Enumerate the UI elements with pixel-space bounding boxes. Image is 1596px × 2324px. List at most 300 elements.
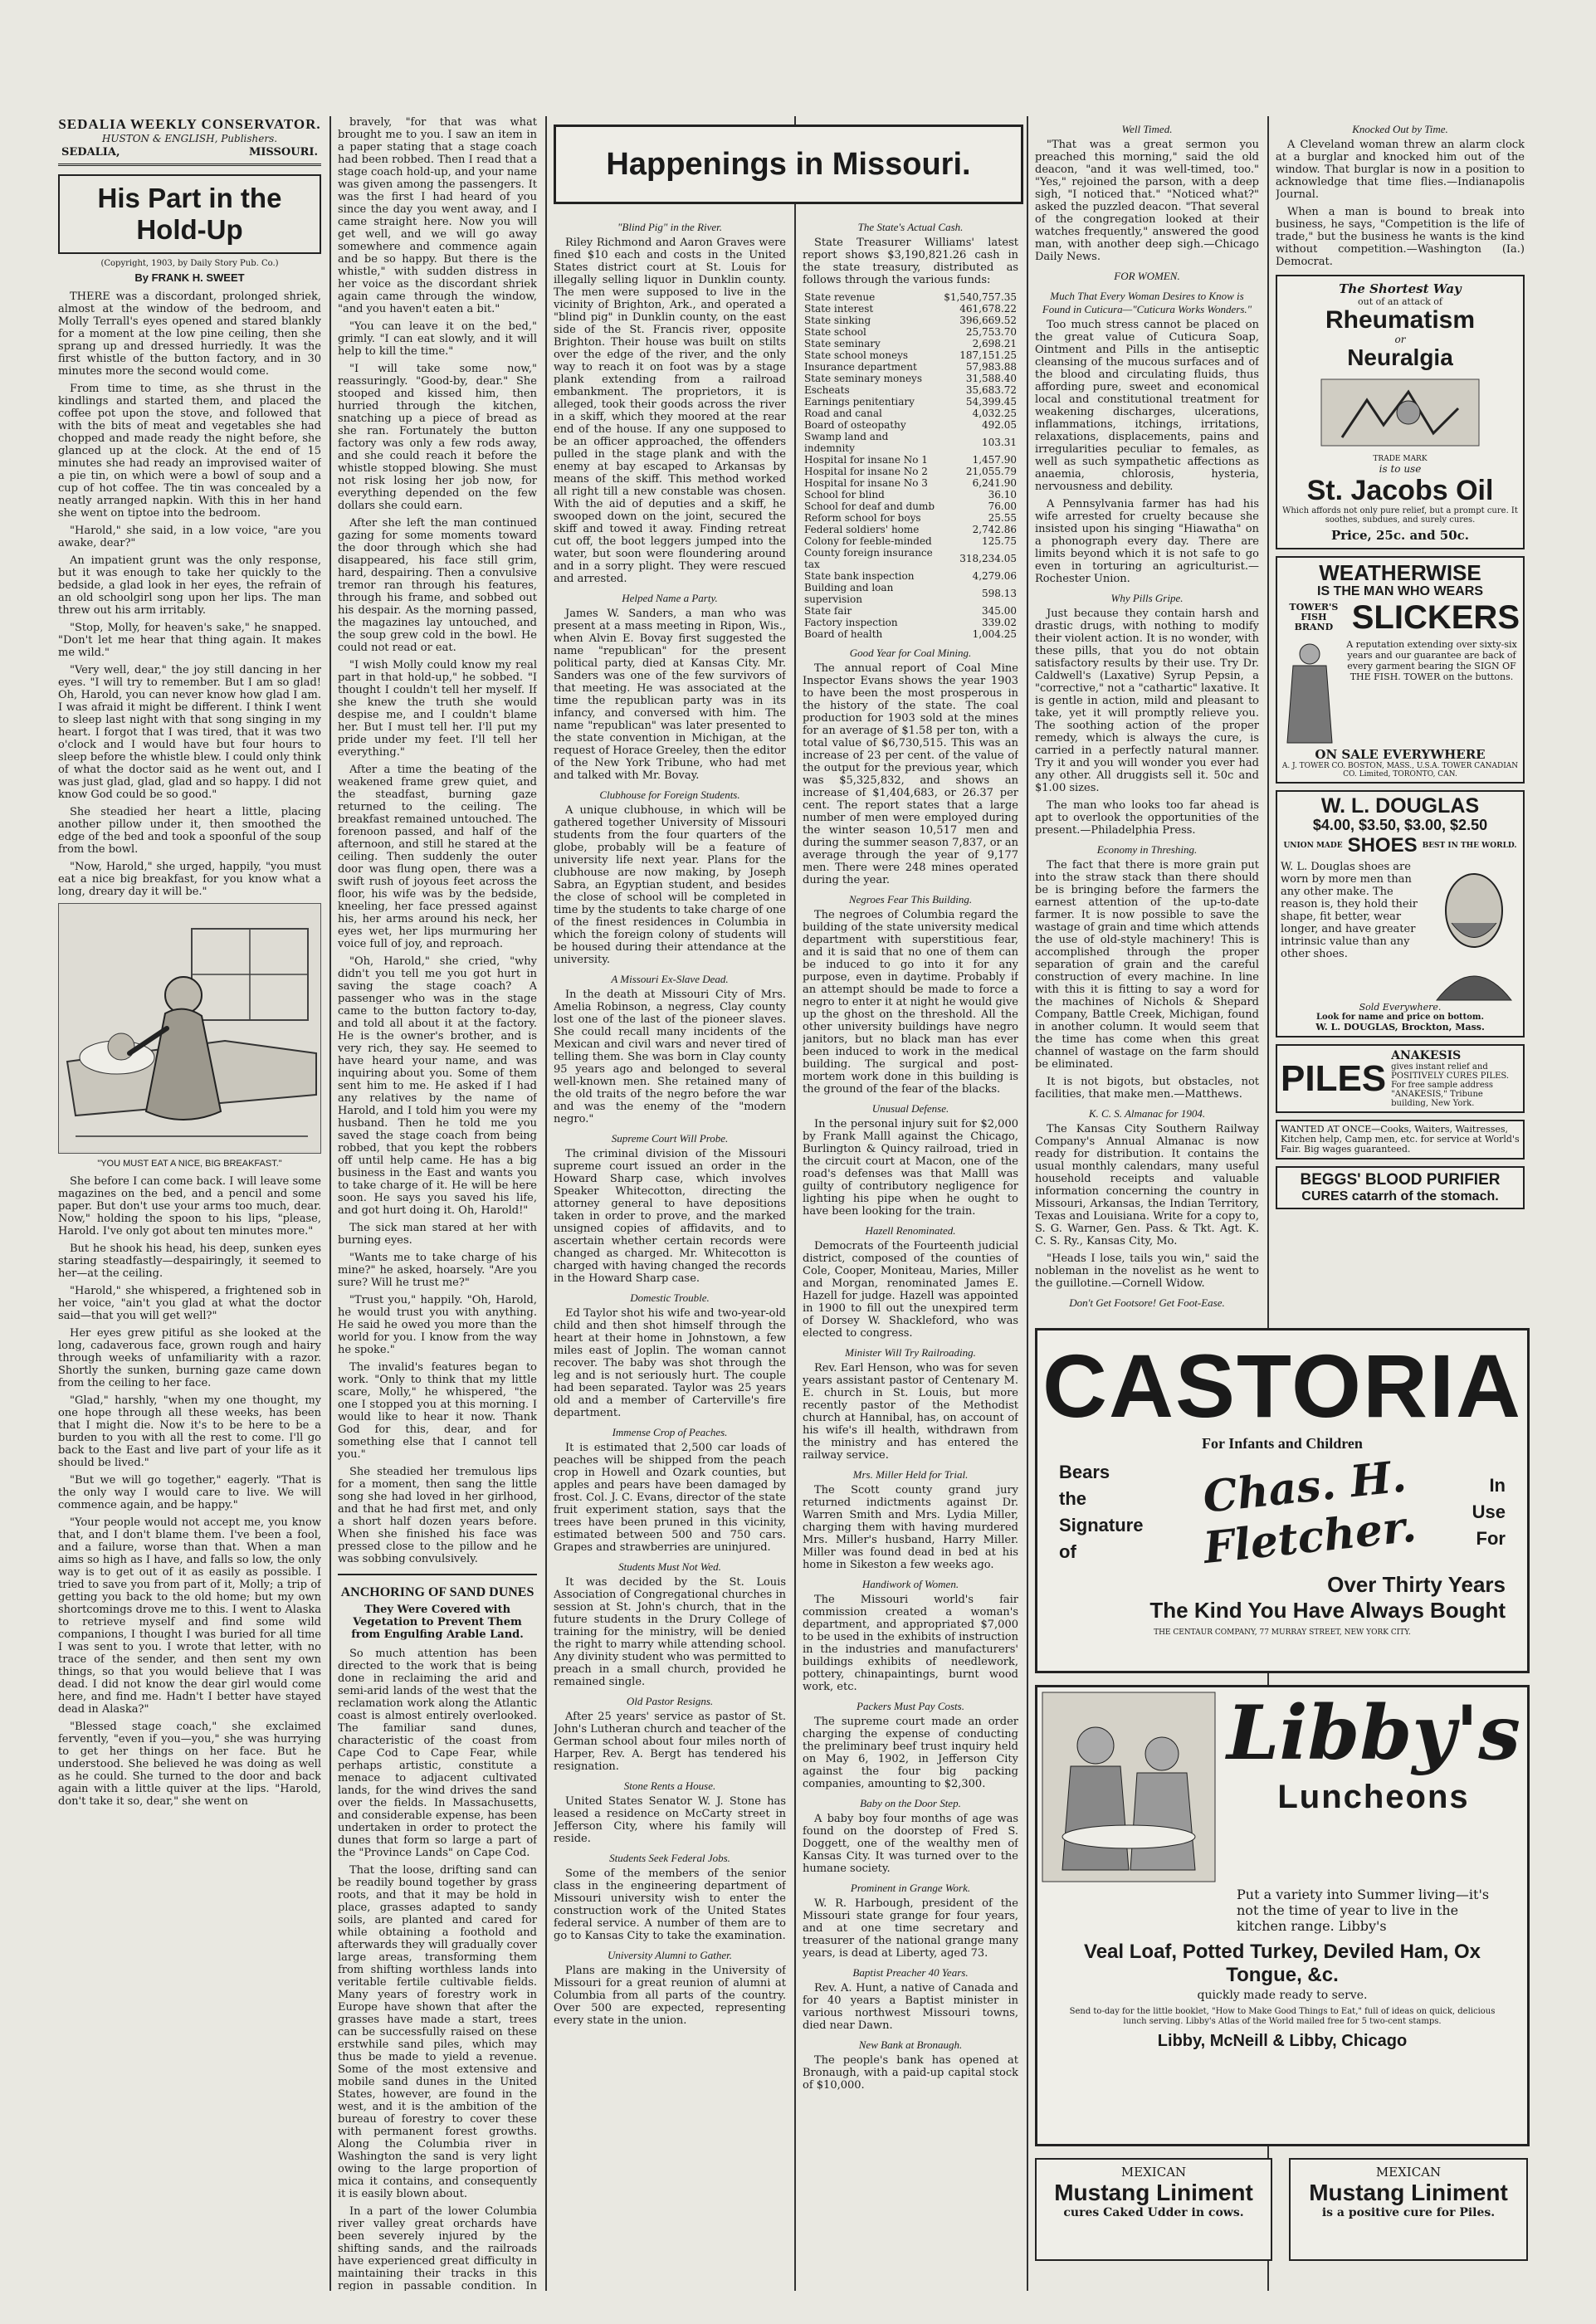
news-item	[1035, 1296, 1259, 1311]
item-text: A Pennsylvania farmer has had his wife arrested for cruelty because she insisted upon his singing "Hiawatha" on a phonograph every day. There are limits beyond which it is not safe to go even in torturing an agriculturist.—Rochester Union.	[1035, 498, 1259, 585]
rheum-ad-top: The Shortest Way	[1339, 281, 1462, 296]
item-text: The fact that there is more grain put into the straw stack than there should be is bringing before the farmers the earnest attention of the up-to-date farmer. It is now possible to save the wastage of grain and time which attends the use of old-style machinery! This is accomplished through the proper separation of grain and the careful construction of every machine. In line with this it is fitting to say a word for the machines of Nichols & Shepard Company, Battle Creek, Michigan, found in another column. It would seem that the time has come when this great channel of wastage on the farm should be eliminated.	[1035, 859, 1259, 1071]
fund-amount: 4,279.06	[972, 570, 1017, 582]
fund-row	[803, 617, 1018, 628]
story-text-part1	[58, 290, 321, 898]
fund-name: State bank inspection	[804, 570, 915, 582]
towers-slickers-ad	[1276, 556, 1525, 784]
paragraph: "Your people would not accept me, you know that, and I don't blame them. I've been a fool, and a failure, worse than that. When a man aims so high as I have, and falls so low, the only way is to get out of it as easily as possible. I tried to save you from part of it, Molly; a trip of getting you back to the old home; but my own shortcomings drove me to this. I went to Alaska to retrieve myself and find some wild companions, I thought I was buried for all time I was sent to you. I wrote that letter, with no trace of the sender, and then sent my own things, so that you would believe that I was dead. I did not know the dear girl would come here, and find me. Hadn't I better have stayed dead in Alaska?"	[58, 1516, 321, 1716]
fund-amount: 598.13	[982, 588, 1017, 599]
item-text: The supreme court made an order charging the expense of conducting the preliminary beef trust inquiry held on May 6, 1902, in Jefferson City against the four big packing companies, amounting to $2,300.	[803, 1716, 1018, 1790]
item-heading: Domestic Trouble.	[630, 1291, 710, 1304]
paragraph: Her eyes grew pitiful as she looked at the long, cadaverous face, grown rough and hairy through weeks of unfamiliarity with a razor. Shortly the sunken, burning gaze came down from the ceiling to her face.	[58, 1327, 321, 1389]
mustang1-name: Mustang Liniment	[1054, 2180, 1253, 2205]
fund-row	[803, 512, 1018, 524]
item-heading: Much That Every Woman Desires to Know is Found in Cuticura—"Cuticura Works Wonders."	[1042, 290, 1252, 315]
paragraph: She before I can come back. I will leave some magazines on the bed, and a pencil and some paper. But don't use your arms too much, dear. Now," holding the spoon to his lips, "please, Harold. I've only got about ten minutes more."	[58, 1175, 321, 1238]
fund-name: Escheats	[804, 384, 850, 396]
slicker-ad-line2: IS THE MAN WHO WEARS	[1317, 584, 1483, 598]
item-text: Plans are making in the University of Missouri for a great reunion of alumni at Columbia from all parts of the country. Over 500 are expected, representing every state in the union.	[554, 1965, 786, 2027]
castoria-kind: The Kind You Have Always Bought	[1149, 1598, 1506, 1623]
fund-row	[803, 431, 1018, 454]
item-heading: The State's Actual Cash.	[857, 221, 964, 233]
state-cash-article	[803, 221, 1018, 286]
st-jacobs-oil-ad	[1276, 275, 1525, 549]
item-heading: Negroes Fear This Building.	[848, 893, 973, 906]
news-item	[554, 1132, 786, 1285]
castoria-for: For	[1476, 1528, 1506, 1549]
fund-name: Hospital for insane No 1	[804, 454, 928, 466]
rheum-ad-neuralgia: Neuralgia	[1347, 344, 1453, 370]
libby-text: Put a variety into Summer living—it's not the time of year to live in the kitchen range. Libby's	[1237, 1887, 1490, 1934]
item-heading: University Alumni to Gather.	[608, 1949, 732, 1961]
mustang1-use: cures Caked Udder in cows.	[1063, 2206, 1244, 2219]
mustang1-top: MEXICAN	[1120, 2165, 1187, 2180]
item-heading: Clubhouse for Foreign Students.	[599, 788, 740, 801]
item-heading: Handiwork of Women.	[861, 1578, 959, 1590]
castoria-use: Use	[1472, 1501, 1506, 1522]
story-illustration	[58, 903, 321, 1154]
item-heading: Helped Name a Party.	[622, 592, 718, 604]
fund-name: Hospital for insane No 3	[804, 477, 928, 489]
item-heading: Stone Rents a House.	[623, 1780, 716, 1792]
fund-amount: 461,678.22	[959, 303, 1017, 315]
paragraph: After she left the man continued gazing for some moments toward the door through which she had disappeared, his face still grim, hard, despairing. Then a convulsive tremor ran through his features, through his frame, and sobbed out his despair. As the morning passed, the magazines lay untouched, and the soup grew cold in the bowl. He could not read or eat.	[338, 517, 537, 654]
rheum-ad-note: Which affords not only pure relief, but a prompt cure. It soothes, subdues, and surely cures.	[1282, 506, 1518, 525]
story-text-part2	[58, 1175, 321, 1808]
fund-amount: 54,399.45	[965, 396, 1017, 408]
fund-row	[803, 477, 1018, 489]
slicker-ad-desc: A reputation extending over sixty-six years and our guarantee are back of every garment bearing the SIGN OF THE FISH. TOWER on the buttons.	[1346, 639, 1517, 682]
item-text: W. R. Harbough, president of the Missouri state grange for four years, and at one time secretary and treasurer of the national grange many years, is dead at Liberty, aged 73.	[803, 1897, 1018, 1960]
fund-name: Building and loan supervision	[804, 582, 894, 605]
fund-amount: 36.10	[988, 489, 1017, 500]
item-heading: New Bank at Bronaugh.	[858, 2038, 963, 2051]
fund-row	[803, 326, 1018, 338]
item-heading: FOR WOMEN.	[1114, 270, 1180, 282]
news-item	[1035, 290, 1259, 493]
paragraph: "But we will go together," eagerly. "That is the only way I would care to live. We will commence again, and be happy."	[58, 1474, 321, 1511]
douglas-ad-sold: Sold Everywhere.	[1359, 1002, 1442, 1013]
item-text: Democrats of the Fourteenth judicial district, composed of the counties of Cole, Cooper, Moniteau, Maries, Miller and Morgan, renominated James E. Hazell for judge. Hazell was appointed in 1900 to fill out the unexpired term of Dorsey W. Shackleford, who was elected to congress.	[803, 1240, 1018, 1340]
paragraph: "Trust you," happily. "Oh, Harold, he would trust you with anything. He said he owed you more than the world for you. I know from the way he spoke."	[338, 1294, 537, 1356]
paragraph: "You can leave it on the bed," grimly. "I can eat slowly, and it will help to kill the time."	[338, 320, 537, 358]
news-item	[803, 1882, 1018, 1960]
news-item	[554, 221, 786, 585]
libby-maker: Libby, McNeill & Libby, Chicago	[1157, 2032, 1408, 2050]
douglas-ad-addr: W. L. DOUGLAS, Brockton, Mass.	[1315, 1022, 1485, 1033]
fund-amount: 2,742.86	[972, 524, 1017, 535]
item-heading: Good Year for Coal Mining.	[849, 647, 972, 659]
item-text: In the death at Missouri City of Mrs. Amelia Robinson, a negress, Clay county lost one of the last of the pioneer slaves. She could recall many incidents of the Mexican and civil wars and never tired of telling them. She was born in Clay county 95 years ago and belonged to several well-known men. She retained many of the old traits of the negro before the war and was the enemy of the "modern negro."	[554, 989, 786, 1125]
fund-row	[803, 349, 1018, 361]
masthead-title: SEDALIA WEEKLY CONSERVATOR.	[58, 116, 321, 132]
item-text: "That was a great sermon you preached this morning," said the old deacon, "and it was well-timed, too." "Yes," rejoined the parson, with a deep sigh, "I noticed that." "Noticed what?" asked the puzzled deacon. "That several of the congregation looked at their watches frequently," answered the good man, with another deep sigh.—Chicago Daily News.	[1035, 139, 1259, 263]
news-item	[803, 1224, 1018, 1340]
news-item	[803, 1468, 1018, 1571]
douglas-shoes-ad	[1276, 790, 1525, 1038]
slicker-ad-line1: WEATHERWISE	[1319, 560, 1481, 585]
item-text: Too much stress cannot be placed on the great value of Cuticura Soap, Ointment and Pills in the antiseptic cleansing of the mucous surfaces and of the blood and circulating fluids, thus affording pure, sweet and economical local and constitutional treatment for weakening discharges, ulcerations, inflammations, itchings, irritations, relaxations, displacements, pains and irregularities peculiar to females, as well as such sympathetic affections as anaemia, chlorosis, hysteria, nervousness and debility.	[1035, 319, 1259, 493]
slicker-ad-sub: FISH BRAND	[1294, 612, 1334, 632]
news-item	[1035, 270, 1259, 283]
fund-amount: 187,151.25	[959, 349, 1017, 361]
illustration-caption: "YOU MUST EAT A NICE, BIG BREAKFAST."	[97, 1159, 282, 1169]
dunes-title: ANCHORING OF SAND DUNES	[340, 1585, 534, 1599]
news-item	[803, 893, 1018, 1096]
paragraph: So much attention has been directed to the work that is being done in reclaiming the arid and semi-arid lands of the west that the reclamation work along the Atlantic coast is almost entirely overlooked. The familiar sand dunes, characteristic of the coast from Cape Cod to Cape Fear, while perhaps artistic, constitute a menace to adjacent cultivated lands, for the wind drives the sand over the fields. In Massachusetts, and considerable expense, has been undertaken in order to protect the dunes that form so large a part of the "Province Lands" on Cape Cod.	[338, 1648, 537, 1859]
item-heading: Well Timed.	[1121, 123, 1173, 135]
mustang2-top: MEXICAN	[1375, 2165, 1442, 2180]
story-copyright: (Copyright, 1903, by Daily Story Pub. Co.)	[100, 259, 279, 268]
item-heading: Prominent in Grange Work.	[850, 1882, 971, 1894]
news-item	[803, 1700, 1018, 1790]
item-text: United States Senator W. J. Stone has leased a residence on McCarty street in Jefferson City, where his family will reside.	[554, 1795, 786, 1845]
column-rule	[794, 116, 796, 2291]
castoria-company: THE CENTAUR COMPANY, 77 MURRAY STREET, NEW YORK CITY.	[1154, 1628, 1411, 1637]
libby-products: Veal Loaf, Potted Turkey, Deviled Ham, Ox Tongue, &c.	[1084, 1941, 1481, 1986]
fund-row	[803, 489, 1018, 500]
fund-amount: 57,983.88	[965, 361, 1017, 373]
woman-at-bedside-illustration	[59, 904, 320, 1151]
masthead-publishers: HUSTON & ENGLISH, Publishers.	[101, 133, 278, 144]
fund-amount: 339.02	[982, 617, 1017, 628]
fund-name: School for deaf and dumb	[804, 500, 935, 512]
news-item	[554, 1695, 786, 1773]
news-item	[1035, 498, 1259, 585]
anakesis-piles-ad	[1276, 1044, 1525, 1113]
news-item	[803, 1346, 1018, 1462]
paragraph: The invalid's features began to work. "Only to think that my little scare, Molly," he whispered, "the one I stopped you at this morning. I would like to hear it now. Thank God for this, dear, and for something else that I cannot tell you."	[338, 1361, 537, 1461]
paragraph: An impatient grunt was the only response, but it was enough to take her quickly to the bedside, a glad look in her eyes, the refrain of an old schoolgirl song upon her lips. The man threw out his arm irritably.	[58, 554, 321, 617]
fund-amount: 2,698.21	[972, 338, 1017, 349]
mustang-liniment-ad-1	[1035, 2158, 1272, 2261]
item-text: A Cleveland woman threw an alarm clock at a burglar and knocked him out of the window. That burglar is now in a position to acknowledge that time flies.—Indianapolis Journal.	[1276, 139, 1525, 201]
news-item	[554, 1426, 786, 1554]
rheum-ad-trademark: TRADE MARK	[1373, 455, 1428, 463]
missouri-header	[554, 124, 1023, 204]
item-heading: Students Must Not Wed.	[618, 1560, 721, 1573]
fund-amount: 396,669.52	[959, 315, 1017, 326]
fund-name: State seminary	[804, 338, 881, 349]
news-item	[803, 1966, 1018, 2032]
castoria-of: of	[1059, 1541, 1076, 1562]
fund-name: Reform school for boys	[804, 512, 921, 524]
item-text: It was decided by the St. Louis Association of Congregational churches in session at St. John's church, that in the future students in the Drury College of training for the ministry, will be denied the right to marry while attending school. Any divinity student who was permitted to preach in a small church, provided he remained single.	[554, 1576, 786, 1688]
paragraph: "I wish Molly could know my real part in that hold-up," he sobbed. "I thought I couldn't tell her myself. If she knew the truth she would despise me, and I couldn't blame her. But I must tell her. I'll put my pride under my feet. I'll tell her everything."	[338, 659, 537, 759]
douglas-ad-shoes: SHOES	[1347, 834, 1418, 857]
column-3	[554, 214, 786, 2291]
column-rule	[545, 116, 547, 2291]
item-heading: Old Pastor Resigns.	[626, 1695, 714, 1707]
paragraph: "I will take some now," reassuringly. "Good-by, dear." She stooped and kissed him, then hurried through the kitchen, snatching up a piece of bread as she ran. Fortunately the button factory was only a few rods away, and she could reach it before the whistle stopped blowing. She must not risk losing her job now, for everything depended on the few dollars she could earn.	[338, 363, 537, 512]
news-item	[803, 221, 1018, 286]
news-item	[1035, 123, 1259, 263]
item-text: Rev. A. Hunt, a native of Canada and for 40 years a Baptist minister in various northwest Missouri towns, died near Dawn.	[803, 1982, 1018, 2032]
castoria-signature-label: Signature	[1059, 1515, 1144, 1536]
piles-ad-word: PILES	[1281, 1057, 1387, 1099]
castoria-in: In	[1489, 1475, 1506, 1496]
column-rule	[1027, 116, 1028, 2291]
fund-name: State school moneys	[804, 349, 909, 361]
paragraph: From time to time, as she thrust in the kindlings and started them, and placed the coffee pot upon the stove, and followed that with the bits of meat and vegetables she had chopped and made ready the night before, she glanced up at the clock. At the end of 15 minutes she had ready an improvised waiter of a pie tin, on which were a bowl of soup and a cup of hot coffee. The tin was concealed by a neatly arranged napkin. With this in her hand she went on tiptoe into the bedroom.	[58, 383, 321, 520]
fund-row	[803, 547, 1018, 570]
rheum-ad-is-to-use: is to use	[1379, 463, 1422, 475]
fund-row	[803, 582, 1018, 605]
mustang2-name: Mustang Liniment	[1309, 2180, 1508, 2205]
fund-name: Swamp land and indemnity	[804, 431, 889, 454]
fund-amount: 31,588.40	[965, 373, 1017, 384]
fund-name: Federal soldiers' home	[804, 524, 920, 535]
item-text: The criminal division of the Missouri supreme court issued an order in the Howard Sharp case, which involves Speaker Whitecotton, directing the attorney general to have depositions taken in order to prove, and the marked unsigned copies of affidavits, and to ascertain whether certain records were changed as charged. Mr. Whitecotton is charged with having changed the records in the Howard Sharp case.	[554, 1148, 786, 1285]
beggs-ad-line2: CURES catarrh of the stomach.	[1301, 1189, 1499, 1204]
fund-amount: $1,540,757.35	[944, 291, 1017, 303]
paragraph: In a part of the lower Columbia river valley great orchards have been severely injured by the shifting sands, and the railroads have experienced great difficulty in maintaining their tracks in this region in passable condition. In	[338, 2205, 537, 2291]
miscellany-items	[1035, 123, 1259, 1311]
fund-name: Colony for feeble-minded	[804, 535, 932, 547]
rheum-ad-mid: out of an attack of	[1358, 296, 1442, 307]
masthead-state: MISSOURI.	[248, 146, 318, 159]
fund-name: State seminary moneys	[804, 373, 922, 384]
douglas-ad-look: Look for name and price on bottom.	[1316, 1013, 1484, 1022]
paragraph: "Wants me to take charge of his mine?" he asked, hoarsely. "Are you sure? Will he trust me?"	[338, 1252, 537, 1289]
news-item	[803, 1797, 1018, 1875]
item-text: Rev. Earl Henson, who was for seven years assistant pastor of Centenary M. E. church in St. Louis, but more recently pastor of the Methodist church at Hannibal, has, on account of his wife's ill health, withdrawn from the ministry and has entered the railway service.	[803, 1362, 1018, 1462]
douglas-ad-prices: $4.00, $3.50, $3.00, $2.50	[1312, 817, 1488, 833]
slicker-ad-brand: TOWER'S	[1289, 602, 1339, 613]
item-heading: Packers Must Pay Costs.	[857, 1700, 964, 1712]
slicker-ad-sale: ON SALE EVERYWHERE	[1315, 747, 1486, 762]
fund-row	[803, 419, 1018, 431]
fund-amount: 318,234.05	[959, 553, 1017, 564]
fund-name: Road and canal	[804, 408, 882, 419]
paragraph: But he shook his head, his deep, sunken eyes staring steadfastly—despairingly, it seemed to her—at the ceiling.	[58, 1243, 321, 1280]
story-byline: By FRANK H. SWEET	[134, 271, 245, 284]
item-heading: Economy in Threshing.	[1096, 843, 1198, 856]
item-heading: Baptist Preacher 40 Years.	[852, 1966, 969, 1979]
masthead-location	[58, 144, 321, 160]
fund-amount: 103.31	[982, 437, 1017, 448]
fund-name: State fair	[804, 605, 852, 617]
item-heading: Don't Get Footsore! Get Foot-Ease.	[1069, 1296, 1225, 1309]
item-heading: Immense Crop of Peaches.	[612, 1426, 728, 1438]
mustang-liniment-ad-2	[1289, 2158, 1528, 2261]
item-text: The negroes of Columbia regard the building of the state university medical department with superstitious fear, and it is said that no one of them can be induced to go into it for any purpose, even in daytime. Probably if an attempt should be made to force a negro to enter it at night he would give up the ghost on the threshold. All the other university buildings have negro janitors, but no black man has ever been induced to work in the medical building. The surgical and post-mortem work done in this building is the ground of the fear of the blacks.	[803, 909, 1018, 1096]
rheum-ad-rheumatism: Rheumatism	[1325, 306, 1476, 334]
mustang2-use: is a positive cure for Piles.	[1321, 2206, 1496, 2219]
fund-name: Hospital for insane No 2	[804, 466, 928, 477]
castoria-bears: Bears	[1059, 1462, 1110, 1482]
fund-row	[803, 338, 1018, 349]
libby-line: Luncheons	[1277, 1779, 1470, 1815]
fund-name: School for blind	[804, 489, 885, 500]
paragraph: "Now, Harold," she urged, happily, "you must eat a nice big breakfast, for you know what a long, dreary day it will be."	[58, 861, 321, 898]
rheum-ad-brand: St. Jacobs Oil	[1306, 475, 1494, 506]
fund-row	[803, 466, 1018, 477]
item-text: Some of the members of the senior class in the engineering department of Missouri university wish to enter the construction work of the United States federal service. A number of them are to go to Kansas City to take the examination.	[554, 1868, 786, 1942]
item-heading: Supreme Court Will Probe.	[611, 1132, 729, 1145]
women-dining-illustration	[1037, 1687, 1220, 1887]
missouri-items-left	[554, 221, 786, 2027]
fund-row	[803, 535, 1018, 547]
news-item	[554, 592, 786, 782]
dunes-text	[338, 1648, 537, 2291]
item-text: It is estimated that 2,500 car loads of peaches will be shipped from the peach crop in Howell and Ozark counties, but apples and pears have been damaged by frost. Col. J. C. Evans, director of the state fruit experiment station, says that the trees have been pruned in this vicinity, estimated between 500 and 750 cars. Grapes and strawberries are uninjured.	[554, 1442, 786, 1554]
item-heading: Unusual Defense.	[871, 1102, 949, 1115]
fisherman-illustration	[1281, 639, 1339, 747]
libby-ready: quickly made ready to serve.	[1197, 1989, 1368, 2002]
column-2	[338, 116, 537, 2291]
fund-row	[803, 315, 1018, 326]
item-text: A baby boy four months of age was found on the doorstep of Fred S. Doggett, one of the wealthy men of Kansas City. It was turned over to the humane society.	[803, 1813, 1018, 1875]
dunes-subtitle: They Were Covered with Vegetation to Prevent Them from Engulfing Arable Land.	[351, 1604, 524, 1641]
castoria-years: Over Thirty Years	[1327, 1572, 1506, 1597]
trade-mark-illustration	[1317, 375, 1483, 450]
fund-row	[803, 396, 1018, 408]
item-text: In the personal injury suit for $2,000 by Frank Malll against the Chicago, Burlington & Quincy railroad, tried in the circuit court at Macon, one of the road's defenses was that Malll was guilty of contributory negligence for lighting his pipe when he ought to have been looking for the train.	[803, 1118, 1018, 1218]
castoria-ad	[1035, 1328, 1530, 1673]
news-item	[554, 788, 786, 966]
paragraph: "Blessed stage coach," she exclaimed fervently, "even if you—you," she was hurrying to get her things on her face. But he understood. She believed he was doing as well as he could. She turned to the door and back again with a little quiver at the lips. "Harold, don't take it so, dear," she went on	[58, 1721, 321, 1808]
news-item	[1035, 799, 1259, 837]
news-item	[803, 647, 1018, 886]
slicker-ad-big: SLICKERS	[1351, 599, 1520, 636]
news-item	[1276, 123, 1525, 201]
news-item	[1276, 206, 1525, 268]
dunes-article	[338, 1574, 537, 2291]
douglas-ad-body: W. L. Douglas shoes are worn by more men than any other make. The reason is, they hold their shape, fit better, wear longer, and have greater intrinsic value than any other shoes.	[1281, 861, 1418, 960]
fund-row	[803, 570, 1018, 582]
column-6	[1276, 116, 1525, 1311]
state-funds-table	[803, 291, 1018, 640]
fund-row	[803, 303, 1018, 315]
news-item	[1035, 843, 1259, 1071]
news-item	[554, 1780, 786, 1845]
paragraph: She steadied her heart a little, placing another pillow under it, then smoothed the edge of the bed and took a spoonful of the soup from the bowl.	[58, 806, 321, 856]
piles-ad-brand: ANAKESIS	[1391, 1049, 1462, 1062]
item-text: It is not bigots, but obstacles, not facilities, that make men.—Matthews.	[1035, 1076, 1259, 1101]
fund-amount: 76.00	[988, 500, 1017, 512]
column-5	[1035, 116, 1259, 1311]
item-text: When a man is bound to break into business, he says, "Competition is the life of trade," but the business he wants is the kind without competition.—Washington (Ia.) Democrat.	[1276, 206, 1525, 268]
castoria-the: the	[1059, 1488, 1086, 1509]
douglas-ad-name: W. L. DOUGLAS	[1320, 794, 1480, 818]
masthead-city: SEDALIA,	[61, 146, 120, 159]
fund-row	[803, 605, 1018, 617]
news-item	[1035, 1252, 1259, 1290]
column-4	[803, 214, 1018, 2291]
missouri-items-right	[803, 647, 1018, 2092]
item-text: After 25 years' service as pastor of St. John's Lutheran church and teacher of the German school about four miles north of Harper, Rev. A. Bergt has tendered his resignation.	[554, 1711, 786, 1773]
news-item	[803, 1578, 1018, 1693]
fund-amount: 1,004.25	[972, 628, 1017, 640]
libby-ad	[1035, 1685, 1530, 2146]
fund-name: Board of health	[804, 628, 883, 640]
fund-name: State sinking	[804, 315, 871, 326]
news-item	[554, 1949, 786, 2027]
douglas-ad-best: BEST IN THE WORLD.	[1422, 842, 1517, 850]
column-1	[58, 116, 321, 2291]
fund-name: State school	[804, 326, 866, 338]
story-continued	[338, 116, 537, 1565]
fund-name: State interest	[804, 303, 874, 315]
fund-row	[803, 373, 1018, 384]
item-text: "Heads I lose, tails you win," said the nobleman in the novelist as he went to the guillotine.—Cornell Widow.	[1035, 1252, 1259, 1290]
news-item	[1035, 1107, 1259, 1247]
item-heading: Students Seek Federal Jobs.	[609, 1852, 730, 1864]
paragraph: "Stop, Molly, for heaven's sake," he snapped. "Don't let me hear that thing again. It makes me wild."	[58, 622, 321, 659]
item-text: The annual report of Coal Mine Inspector Evans shows the year 1903 to have been the most prosperous in the history of the state. The coal production for 1903 sold at the mines for an average of $1.58 per ton, with a total value of $6,730,515. This was an increase of 23 per cent. of the value of the output for the previous year, which was $5,325,832, and shows an increase of $1,404,683, or 26.37 per cent. The report states that a large number of men were employed during the winter season 10,517 men and during the summer season 7,837, or an average through the year of 9,177 men. There were 248 mines operated during the year.	[803, 662, 1018, 886]
fund-row	[803, 384, 1018, 396]
fund-row	[803, 361, 1018, 373]
fund-amount: 4,032.25	[972, 408, 1017, 419]
paragraph: "Harold," she said, in a low voice, "are you awake, dear?"	[58, 525, 321, 549]
beggs-ad-line1: BEGGS' BLOOD PURIFIER	[1300, 1171, 1501, 1189]
fund-amount: 6,241.90	[972, 477, 1017, 489]
fund-amount: 125.75	[982, 535, 1017, 547]
paragraph: "Oh, Harold," she cried, "why didn't you tell me you got hurt in saving the stage coach? A passenger who was in the stage came to the button factory to-day, and told all about it at the factory. He is the owner's brother, and is very rich, they say. He seemed to have heard your name, and was inquiring about you. Some of them sent him to me. He asked if I had any relatives by the name of Harold, and I told him you were my husband. Then he told me you saved the stage coach from being robbed, that you kept the robbers off until help came. He has a big business in the East and wants you to take charge of it. He will be here soon. He says you saved his life, and got hurt doing it. Oh, Harold!"	[338, 955, 537, 1217]
item-text: A unique clubhouse, in which will be gathered together University of Missouri students from the four quarters of the globe, probably will be a feature of university life next year. Plans for the clubhouse are now making, by Joseph Sabra, an Egyptian student, and besides the close of school will be completed in time by the students to take charge of one of the finest residences in Columbia in which the foreign colony of students will be housed during their attendance at the university.	[554, 804, 786, 966]
masthead	[58, 116, 321, 166]
paragraph: "Very well, dear," the joy still dancing in her eyes. "I will try to remember. But I am so glad! Oh, Harold, you can never know how glad I am. I was afraid it might be different. I think I went to sleep last night with that song singing in my heart. I forgot that I was tired, that it was two o'clock and I would have but four hours to sleep before the whistle blew. I could only think of what the doctor said as he went out, and I was just glad, glad, glad and so happy. I did not know God could be so good."	[58, 664, 321, 801]
paragraph: THERE was a discordant, prolonged shriek, almost at the window of the bedroom, and Molly Terrall's eyes opened and stared blankly for a moment at the low pine ceiling, then she sprang up and dressed hurriedly. It was the first whistle of the button factory, and in 30 minutes more the second would come.	[58, 290, 321, 378]
item-text: The Scott county grand jury returned indictments against Dr. Warren Smith and Mrs. Lydia Miller, charging them with having murdered Mrs. Miller's husband, Harry Miller. Miller was found dead in bed at his home in Sikeston a few weeks ago.	[803, 1484, 1018, 1571]
item-text: Riley Richmond and Aaron Graves were fined $10 each and costs in the United States district court at St. Louis for illegally selling liquor in Dunklin county. The men were supposed to live in the vicinity of Brighton, Ark., and operated a "blind pig" in Dunklin county, on the east side of the St. Francis river, opposite Brighton. Their house was built on stilts over the edge of the river, and the only way to reach it on foot was by a stage plank extending from a railroad embankment. The proprietors, it is alleged, took their goods across the river in a skiff, which they moored at the rear end of the house. If any one supposed to be an officer approached, the offenders pulled in the stage plank and with the enemy at bay escaped to Arkansas by means of the skiff. This method worked all right till a new constable was chosen. With the aid of deputies and a skiff, he swooped down on the joint, secured the skiff and towed it away. Finding retreat cut off, the boot leggers jumped into the water, but soon were floundering around and in a sorry plight. They were rescued and arrested.	[554, 237, 786, 585]
libby-fine-print: Send to-day for the little booklet, "How to Make Good Things to Eat," full of ideas on quick, delicious lunch serving. Libby's Atlas of the World mailed free for 5 two-cent stamps.	[1069, 2007, 1496, 2026]
fund-row	[803, 628, 1018, 640]
douglas-portrait	[1428, 861, 1520, 1002]
missouri-title: Happenings in Missouri.	[606, 146, 971, 182]
fund-name: County foreign insurance tax	[804, 547, 933, 570]
rheum-ad-or: or	[1394, 334, 1406, 345]
item-heading: Minister Will Try Railroading.	[845, 1346, 976, 1359]
fund-amount: 492.05	[982, 419, 1017, 431]
fund-amount: 25,753.70	[965, 326, 1017, 338]
item-text: Just because they contain harsh and drastic drugs, with nothing to modify their violent action. It is no wonder, with these pills, that you do not obtain satisfactory results by their use. Try Dr. Caldwell's (Laxative) Syrup Pepsin, a "corrective," not a "cathartic" laxative. It is gentle in action, mild and pleasant to take, yet it will promptly relieve you. The soothing action of the proper remedy, which is always the cure, is carried in a perfectly natural manner. Try it and you will wonder you ever had any other. All druggists sell it. 50c and $1.00 sizes.	[1035, 608, 1259, 794]
fund-amount: 35,683.72	[965, 384, 1017, 396]
story-title: His Part in the Hold-Up	[97, 183, 282, 245]
paragraph: The sick man stared at her with burning eyes.	[338, 1222, 537, 1247]
item-text: The people's bank has opened at Bronaugh, with a paid-up capital stock of $10,000.	[803, 2054, 1018, 2092]
fund-amount: 1,457.90	[972, 454, 1017, 466]
fund-name: State revenue	[804, 291, 876, 303]
item-heading: K. C. S. Almanac for 1904.	[1088, 1107, 1206, 1120]
paragraph: After a time the beating of the weakened frame grew quiet, and the steadfast, burning gaze returned to the ceiling. The breakfast remained untouched. The forenoon passed, and half of the afternoon, and still he stared at the ceiling. Then suddenly the outer door was flung open, there was a swift rush of joyous feet across the floor, his wife was by the bedside, kneeling, her face pressed against his, her arms around his neck, her eyes wet, her lips murmuring her voice full of joy, and reproach.	[338, 764, 537, 950]
douglas-ad-union: UNION MADE	[1283, 842, 1343, 850]
news-item	[554, 973, 786, 1125]
item-heading: Knocked Out by Time.	[1352, 123, 1448, 135]
fund-name: Board of osteopathy	[804, 419, 906, 431]
news-item	[554, 1852, 786, 1942]
item-text: Ed Taylor shot his wife and two-year-old child and then shot himself through the heart at their home in Johnstown, a few miles east of Joplin. The woman cannot recover. The baby was shot through the leg and is not seriously hurt. The couple had been separated. Taylor was 25 years old and a member of Carterville's fire department.	[554, 1307, 786, 1419]
item-heading: Mrs. Miller Held for Trial.	[852, 1468, 969, 1481]
news-item	[803, 2038, 1018, 2092]
news-item	[803, 1102, 1018, 1218]
item-text: James W. Sanders, a man who was present at a mass meeting in Ripon, Wis., when Alvin E. Bovay first suggested the name "republican" for the present political party, died at Kansas City. Mr. Sanders was one of the few survivors of that meeting. He was associated at the time the republican party was in its infancy, and conversed with him. The name "republican" was later presented to the state convention in Michigan, at the request of Horace Greeley, then the editor of the New York Tribune, who had met and talked with Mr. Bovay.	[554, 608, 786, 782]
item-heading: Why Pills Gripe.	[1110, 592, 1184, 604]
news-item	[554, 1560, 786, 1688]
item-text: The Kansas City Southern Railway Company's Annual Almanac is now ready for distribution. It contains the usual monthly calendars, many useful household receipts and valuable information concerning the country in Missouri, Arkansas, the Indian Territory, Texas and Louisiana. Write for a copy to, S. G. Warner, Gen. Pass. & Tkt. Agt. K. C. S. Ry., Kansas City, Mo.	[1035, 1123, 1259, 1247]
castoria-signature: Chas. H. Fletcher.	[1201, 1451, 1419, 1575]
libby-brand: Libby's	[1227, 1689, 1520, 1777]
wanted-ad: WANTED AT ONCE—Cooks, Waiters, Waitresses, Kitchen help, Camp men, etc. for service at World's Fair. Big wages guaranteed.	[1276, 1120, 1525, 1160]
castoria-sub: For Infants and Children	[1202, 1435, 1363, 1452]
rheum-ad-price: Price, 25c. and 50c.	[1330, 528, 1470, 543]
item-text: State Treasurer Williams' latest report shows $3,190,821.26 cash in the state treasury, distributed as follows through the various funds:	[803, 237, 1018, 286]
fund-name: Earnings penitentiary	[804, 396, 915, 408]
fund-amount: 345.00	[982, 605, 1017, 617]
paragraph: "Glad," harshly, "when my one thought, my one hope through all these weeks, has been that I might die. Now it's to be here to be a burden to you with all the rest to come. I'll go back to the East and live part of your life as it should be lived."	[58, 1394, 321, 1469]
